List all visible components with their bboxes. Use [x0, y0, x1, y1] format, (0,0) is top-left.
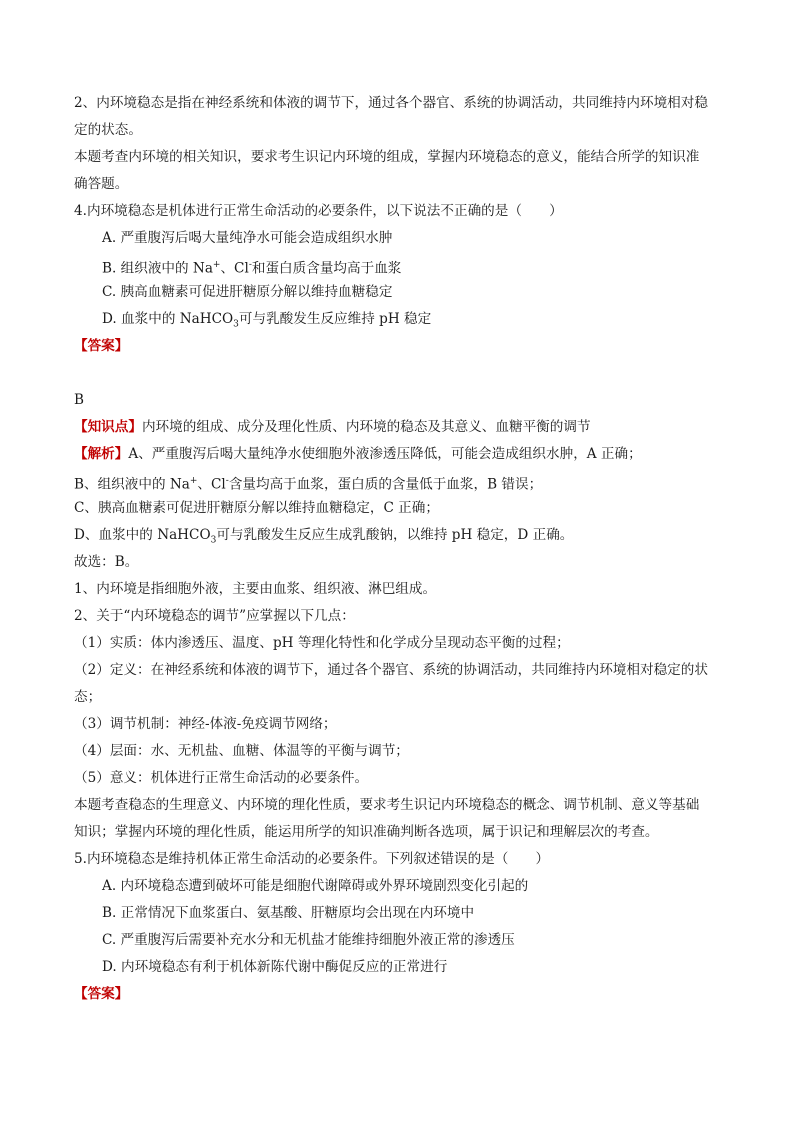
answer-label: 【答案】	[74, 338, 129, 354]
question-5-stem: 5.内环境稳态是维持机体正常生命活动的必要条件。下列叙述错误的是（ ）	[74, 851, 550, 867]
question-4-option-a: A. 严重腹泻后喝大量纯净水可能会造成组织水肿	[102, 230, 393, 246]
analysis-a: 【解析】A、严重腹泻后喝大量纯净水使细胞外液渗透压降低，可能会造成组织水肿，A 正确；	[74, 446, 642, 462]
knowledge-point-label: 【知识点】	[74, 419, 142, 435]
note-2-2-cont: 态；	[74, 689, 102, 705]
note-2-1: （1）实质：体内渗透压、温度、pH 等理化特性和化学成分呈现动态平衡的过程；	[74, 635, 570, 651]
question-4-option-b: B. 组织液中的 Na+、Cl-和蛋白质含量均高于血浆	[102, 260, 402, 277]
summary-line-cont: 知识；掌握内环境的理化性质，能运用所学的知识准确判断各选项，属于识记和理解层次的考查。	[74, 824, 659, 840]
answer-label-2: 【答案】	[74, 986, 129, 1002]
note-2-3: （3）调节机制：神经-体液-免疫调节网络；	[74, 716, 337, 732]
analysis-c: C、胰高血糖素可促进肝糖原分解以维持血糖稳定，C 正确；	[74, 500, 439, 516]
note-1: 1、内环境是指细胞外液，主要由血浆、组织液、淋巴组成。	[74, 581, 437, 597]
note-2-2: （2）定义：在神经系统和体液的调节下，通过各个器官、系统的协调活动，共同维持内环境相对稳定的状	[74, 662, 708, 678]
analysis-label: 【解析】	[74, 446, 129, 462]
text-line: 定的状态。	[74, 122, 142, 138]
question-5-option-b: B. 正常情况下血浆蛋白、氨基酸、肝糖原均会出现在内环境中	[102, 905, 475, 921]
text-line: 确答题。	[74, 176, 129, 192]
document-page	[74, 90, 734, 1008]
question-4-option-d: D. 血浆中的 NaHCO$_3$可与乳酸发生反应维持 pH 稳定	[102, 311, 432, 330]
knowledge-point: 【知识点】内环境的组成、成分及理化性质、内环境的稳态及其意义、血糖平衡的调节	[74, 419, 591, 435]
question-4-stem: 4.内环境稳态是机体进行正常生命活动的必要条件，以下说法不正确的是（ ）	[74, 203, 563, 219]
note-2-5: （5）意义：机体进行正常生命活动的必要条件。	[74, 770, 369, 786]
question-5-option-c: C. 严重腹泻后需要补充水分和无机盐才能维持细胞外液正常的渗透压	[102, 932, 515, 948]
question-5-option-d: D. 内环境稳态有利于机体新陈代谢中酶促反应的正常进行	[102, 959, 448, 975]
note-2-4: （4）层面：水、无机盐、血糖、体温等的平衡与调节；	[74, 743, 409, 759]
question-4-option-c: C. 胰高血糖素可促进肝糖原分解以维持血糖稳定	[102, 284, 393, 300]
text-line: 本题考查内环境的相关知识，要求考生识记内环境的组成，掌握内环境稳态的意义，能结合所学的知识准	[74, 149, 700, 165]
analysis-b: B、组织液中的 Na+、Cl-含量均高于血浆，蛋白质的含量低于血浆，B 错误；	[74, 476, 543, 493]
question-5-option-a: A. 内环境稳态遭到破坏可能是细胞代谢障碍或外界环境剧烈变化引起的	[102, 878, 529, 894]
analysis-d: D、血浆中的 NaHCO$_3$可与乳酸发生反应生成乳酸钠，以维持 pH 稳定，D 正确。	[74, 527, 574, 546]
answer-value: B	[74, 392, 84, 408]
note-2: 2、关于“内环境稳态的调节”应掌握以下几点：	[74, 608, 355, 624]
summary-line: 本题考查稳态的生理意义、内环境的理化性质，要求考生识记内环境稳态的概念、调节机制、意义等基础	[74, 797, 700, 813]
text-line: 2、内环境稳态是指在神经系统和体液的调节下，通过各个器官、系统的协调活动，共同维持内环境相对稳	[74, 95, 708, 111]
choose-line: 故选：B。	[74, 554, 139, 570]
